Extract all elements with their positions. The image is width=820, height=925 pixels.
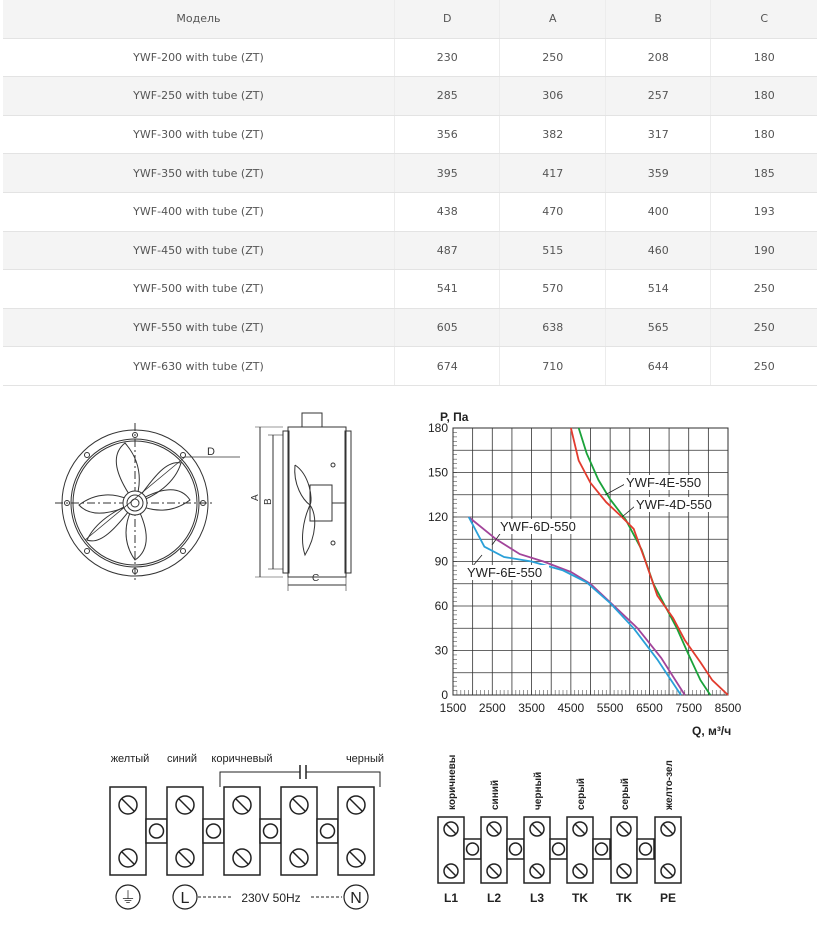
model-cell: YWF-550 with tube (ZT) bbox=[3, 308, 394, 347]
dimension-cell: C bbox=[711, 0, 817, 38]
terminal-block bbox=[567, 817, 593, 883]
neutral-n-label: N bbox=[350, 890, 362, 907]
table-row bbox=[3, 308, 817, 347]
terminal-label: L3 bbox=[529, 891, 545, 905]
y-tick-label: 30 bbox=[434, 643, 448, 658]
terminal-block bbox=[281, 787, 317, 875]
dimension-cell: 190 bbox=[711, 231, 817, 270]
x-tick-label: 1500 bbox=[439, 701, 467, 715]
x-tick-label: 8500 bbox=[714, 701, 742, 715]
dimension-cell: 565 bbox=[605, 308, 711, 347]
dimension-cell: 180 bbox=[711, 77, 817, 116]
dimension-cell: D bbox=[394, 0, 500, 38]
wire-color-label: серый bbox=[576, 778, 587, 810]
wire-color-label: синий bbox=[490, 779, 501, 810]
x-tick-label: 4500 bbox=[557, 701, 585, 715]
table-row bbox=[3, 231, 817, 270]
model-cell: YWF-450 with tube (ZT) bbox=[3, 231, 394, 270]
wire-color-label: желтый bbox=[110, 753, 150, 765]
model-cell: YWF-250 with tube (ZT) bbox=[3, 77, 394, 116]
series-label: YWF-6E-550 bbox=[467, 565, 543, 580]
series-label: YWF-4E-550 bbox=[626, 475, 702, 490]
model-cell: Модель bbox=[3, 0, 394, 38]
dimension-cell: A bbox=[500, 0, 606, 38]
terminal-label: TK bbox=[572, 891, 588, 905]
terminal-label: TK bbox=[616, 891, 632, 905]
dimension-cell: 180 bbox=[711, 115, 817, 154]
dimension-cell: 250 bbox=[711, 308, 817, 347]
y-tick-label: 60 bbox=[434, 599, 448, 613]
x-tick-label: 2500 bbox=[478, 701, 506, 715]
performance-chart bbox=[410, 405, 760, 745]
dimension-cell: 417 bbox=[500, 154, 606, 193]
series-label: YWF-6D-550 bbox=[500, 519, 576, 534]
dimension-cell: B bbox=[605, 0, 711, 38]
dimension-cell: 382 bbox=[500, 115, 606, 154]
wire-color-label: синий bbox=[166, 753, 198, 765]
wiring-diagram-three-phase bbox=[430, 745, 700, 920]
dimension-cell: 470 bbox=[500, 192, 606, 231]
table-row bbox=[3, 192, 817, 231]
dimension-cell: 356 bbox=[394, 115, 500, 154]
dimension-cell: 570 bbox=[500, 270, 606, 309]
spec-table-body bbox=[3, 0, 817, 385]
dimension-cell: 515 bbox=[500, 231, 606, 270]
dimension-cell: 193 bbox=[711, 192, 817, 231]
terminal-label: PE bbox=[659, 891, 677, 905]
chart-grid bbox=[453, 428, 728, 695]
terminal-block bbox=[167, 787, 203, 875]
dimension-cell: 438 bbox=[394, 192, 500, 231]
dimension-cell: 317 bbox=[605, 115, 711, 154]
y-tick-label: 0 bbox=[441, 688, 448, 702]
voltage-label: 230V 50Hz bbox=[241, 891, 301, 905]
dimension-cell: 285 bbox=[394, 77, 500, 116]
label-d: D bbox=[207, 446, 215, 458]
terminal-label: L2 bbox=[486, 891, 502, 905]
dimension-cell: 180 bbox=[711, 38, 817, 77]
dimension-cell: 306 bbox=[500, 77, 606, 116]
dimension-cell: 541 bbox=[394, 270, 500, 309]
terminal-block bbox=[655, 817, 681, 883]
terminal-block bbox=[611, 817, 637, 883]
dimension-cell: 250 bbox=[500, 38, 606, 77]
dimension-cell: 230 bbox=[394, 38, 500, 77]
dimension-cell: 250 bbox=[711, 347, 817, 386]
dimension-cell: 395 bbox=[394, 154, 500, 193]
table-row bbox=[3, 270, 817, 309]
chart-ylabel: P, Па bbox=[440, 410, 469, 424]
model-cell: YWF-200 with tube (ZT) bbox=[3, 38, 394, 77]
dimension-cell: 460 bbox=[605, 231, 711, 270]
table-row bbox=[3, 38, 817, 77]
dimension-cell: 644 bbox=[605, 347, 711, 386]
table-header-row bbox=[3, 0, 817, 38]
wire-color-label: черный bbox=[345, 753, 385, 765]
table-row bbox=[3, 77, 817, 116]
y-tick-label: 90 bbox=[434, 554, 448, 569]
wire-color-label: коричневы bbox=[447, 754, 458, 810]
wiring-diagram-single-phase bbox=[100, 745, 400, 920]
x-tick-label: 5500 bbox=[596, 701, 624, 715]
dimension-cell: 674 bbox=[394, 347, 500, 386]
x-tick-label: 6500 bbox=[636, 701, 663, 715]
model-cell: YWF-350 with tube (ZT) bbox=[3, 154, 394, 193]
dimension-cell: 250 bbox=[711, 270, 817, 309]
terminal-block bbox=[224, 787, 260, 875]
x-tick-label: 3500 bbox=[518, 701, 545, 715]
table-row bbox=[3, 154, 817, 193]
series-label: YWF-4D-550 bbox=[636, 497, 712, 512]
label-b: B bbox=[263, 498, 274, 505]
phase-l-label: L bbox=[180, 890, 190, 907]
y-tick-label: 120 bbox=[427, 510, 448, 524]
ground-icon: ⏚ bbox=[119, 890, 137, 907]
terminal-block bbox=[110, 787, 146, 875]
dimension-cell: 208 bbox=[605, 38, 711, 77]
y-tick-label: 150 bbox=[427, 465, 448, 480]
wire-color-label: коричневый bbox=[211, 753, 273, 765]
terminal-block bbox=[524, 817, 550, 883]
y-tick-label: 180 bbox=[427, 421, 448, 435]
table-row bbox=[3, 115, 817, 154]
model-cell: YWF-400 with tube (ZT) bbox=[3, 192, 394, 231]
chart-xlabel: Q, м³/ч bbox=[692, 724, 732, 738]
dimension-cell: 605 bbox=[394, 308, 500, 347]
chart-series-labels bbox=[465, 475, 718, 580]
x-tick-label: 7500 bbox=[675, 701, 703, 715]
terminal-block bbox=[338, 787, 374, 875]
wire-color-label: черный bbox=[533, 771, 544, 810]
dimension-cell: 487 bbox=[394, 231, 500, 270]
model-cell: YWF-500 with tube (ZT) bbox=[3, 270, 394, 309]
dimension-cell: 710 bbox=[500, 347, 606, 386]
table-row bbox=[3, 347, 817, 386]
wire-color-label: серый bbox=[620, 778, 631, 810]
wire-color-label: желто-зел bbox=[664, 760, 675, 810]
label-c: C bbox=[312, 573, 320, 584]
dimension-cell: 257 bbox=[605, 77, 711, 116]
dimension-cell: 400 bbox=[605, 192, 711, 231]
terminal-block bbox=[481, 817, 507, 883]
dimension-cell: 514 bbox=[605, 270, 711, 309]
dimension-cell: 638 bbox=[500, 308, 606, 347]
fan-drawing bbox=[55, 405, 365, 595]
dimension-cell: 185 bbox=[711, 154, 817, 193]
terminal-label: L1 bbox=[443, 891, 459, 905]
label-a: A bbox=[250, 494, 261, 501]
terminal-block bbox=[438, 817, 464, 883]
spec-table bbox=[3, 0, 817, 386]
model-cell: YWF-300 with tube (ZT) bbox=[3, 115, 394, 154]
dimension-cell: 359 bbox=[605, 154, 711, 193]
model-cell: YWF-630 with tube (ZT) bbox=[3, 347, 394, 386]
